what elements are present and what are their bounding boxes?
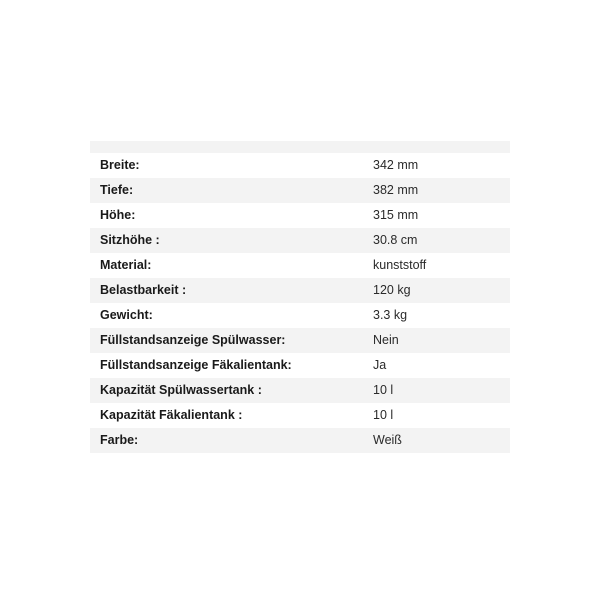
spec-table (90, 153, 510, 453)
table-row (90, 303, 510, 328)
spec-label-gewicht: Gewicht: (90, 303, 373, 328)
table-row (90, 253, 510, 278)
table-row (90, 328, 510, 353)
table-row (90, 203, 510, 228)
spec-value-hoehe: 315 mm (373, 203, 510, 228)
spec-value-breite: 342 mm (373, 153, 510, 178)
table-row (90, 353, 510, 378)
spec-label-farbe: Farbe: (90, 428, 373, 453)
table-row (90, 178, 510, 203)
spec-value-fuellstand-spuelwasser: Nein (373, 328, 510, 353)
spec-value-tiefe: 382 mm (373, 178, 510, 203)
spec-label-material: Material: (90, 253, 373, 278)
spec-table-top-strip (90, 141, 510, 153)
spec-label-hoehe: Höhe: (90, 203, 373, 228)
table-row (90, 153, 510, 178)
spec-value-gewicht: 3.3 kg (373, 303, 510, 328)
spec-value-farbe: Weiß (373, 428, 510, 453)
table-row (90, 378, 510, 403)
spec-label-fuellstand-spuelwasser: Füllstandsanzeige Spülwasser: (90, 328, 373, 353)
spec-label-belastbarkeit: Belastbarkeit : (90, 278, 373, 303)
spec-value-sitzhoehe: 30.8 cm (373, 228, 510, 253)
spec-value-kapazitaet-faekalientank: 10 l (373, 403, 510, 428)
table-row (90, 403, 510, 428)
spec-value-kapazitaet-spuelwassertank: 10 l (373, 378, 510, 403)
spec-label-tiefe: Tiefe: (90, 178, 373, 203)
table-row (90, 278, 510, 303)
spec-label-fuellstand-faekalientank: Füllstandsanzeige Fäkalientank: (90, 353, 373, 378)
spec-label-kapazitaet-faekalientank: Kapazität Fäkalientank : (90, 403, 373, 428)
spec-label-breite: Breite: (90, 153, 373, 178)
table-row (90, 428, 510, 453)
table-row (90, 228, 510, 253)
spec-value-material: kunststoff (373, 253, 510, 278)
spec-panel (90, 141, 510, 453)
spec-value-fuellstand-faekalientank: Ja (373, 353, 510, 378)
spec-label-kapazitaet-spuelwassertank: Kapazität Spülwassertank : (90, 378, 373, 403)
spec-value-belastbarkeit: 120 kg (373, 278, 510, 303)
spec-label-sitzhoehe: Sitzhöhe : (90, 228, 373, 253)
